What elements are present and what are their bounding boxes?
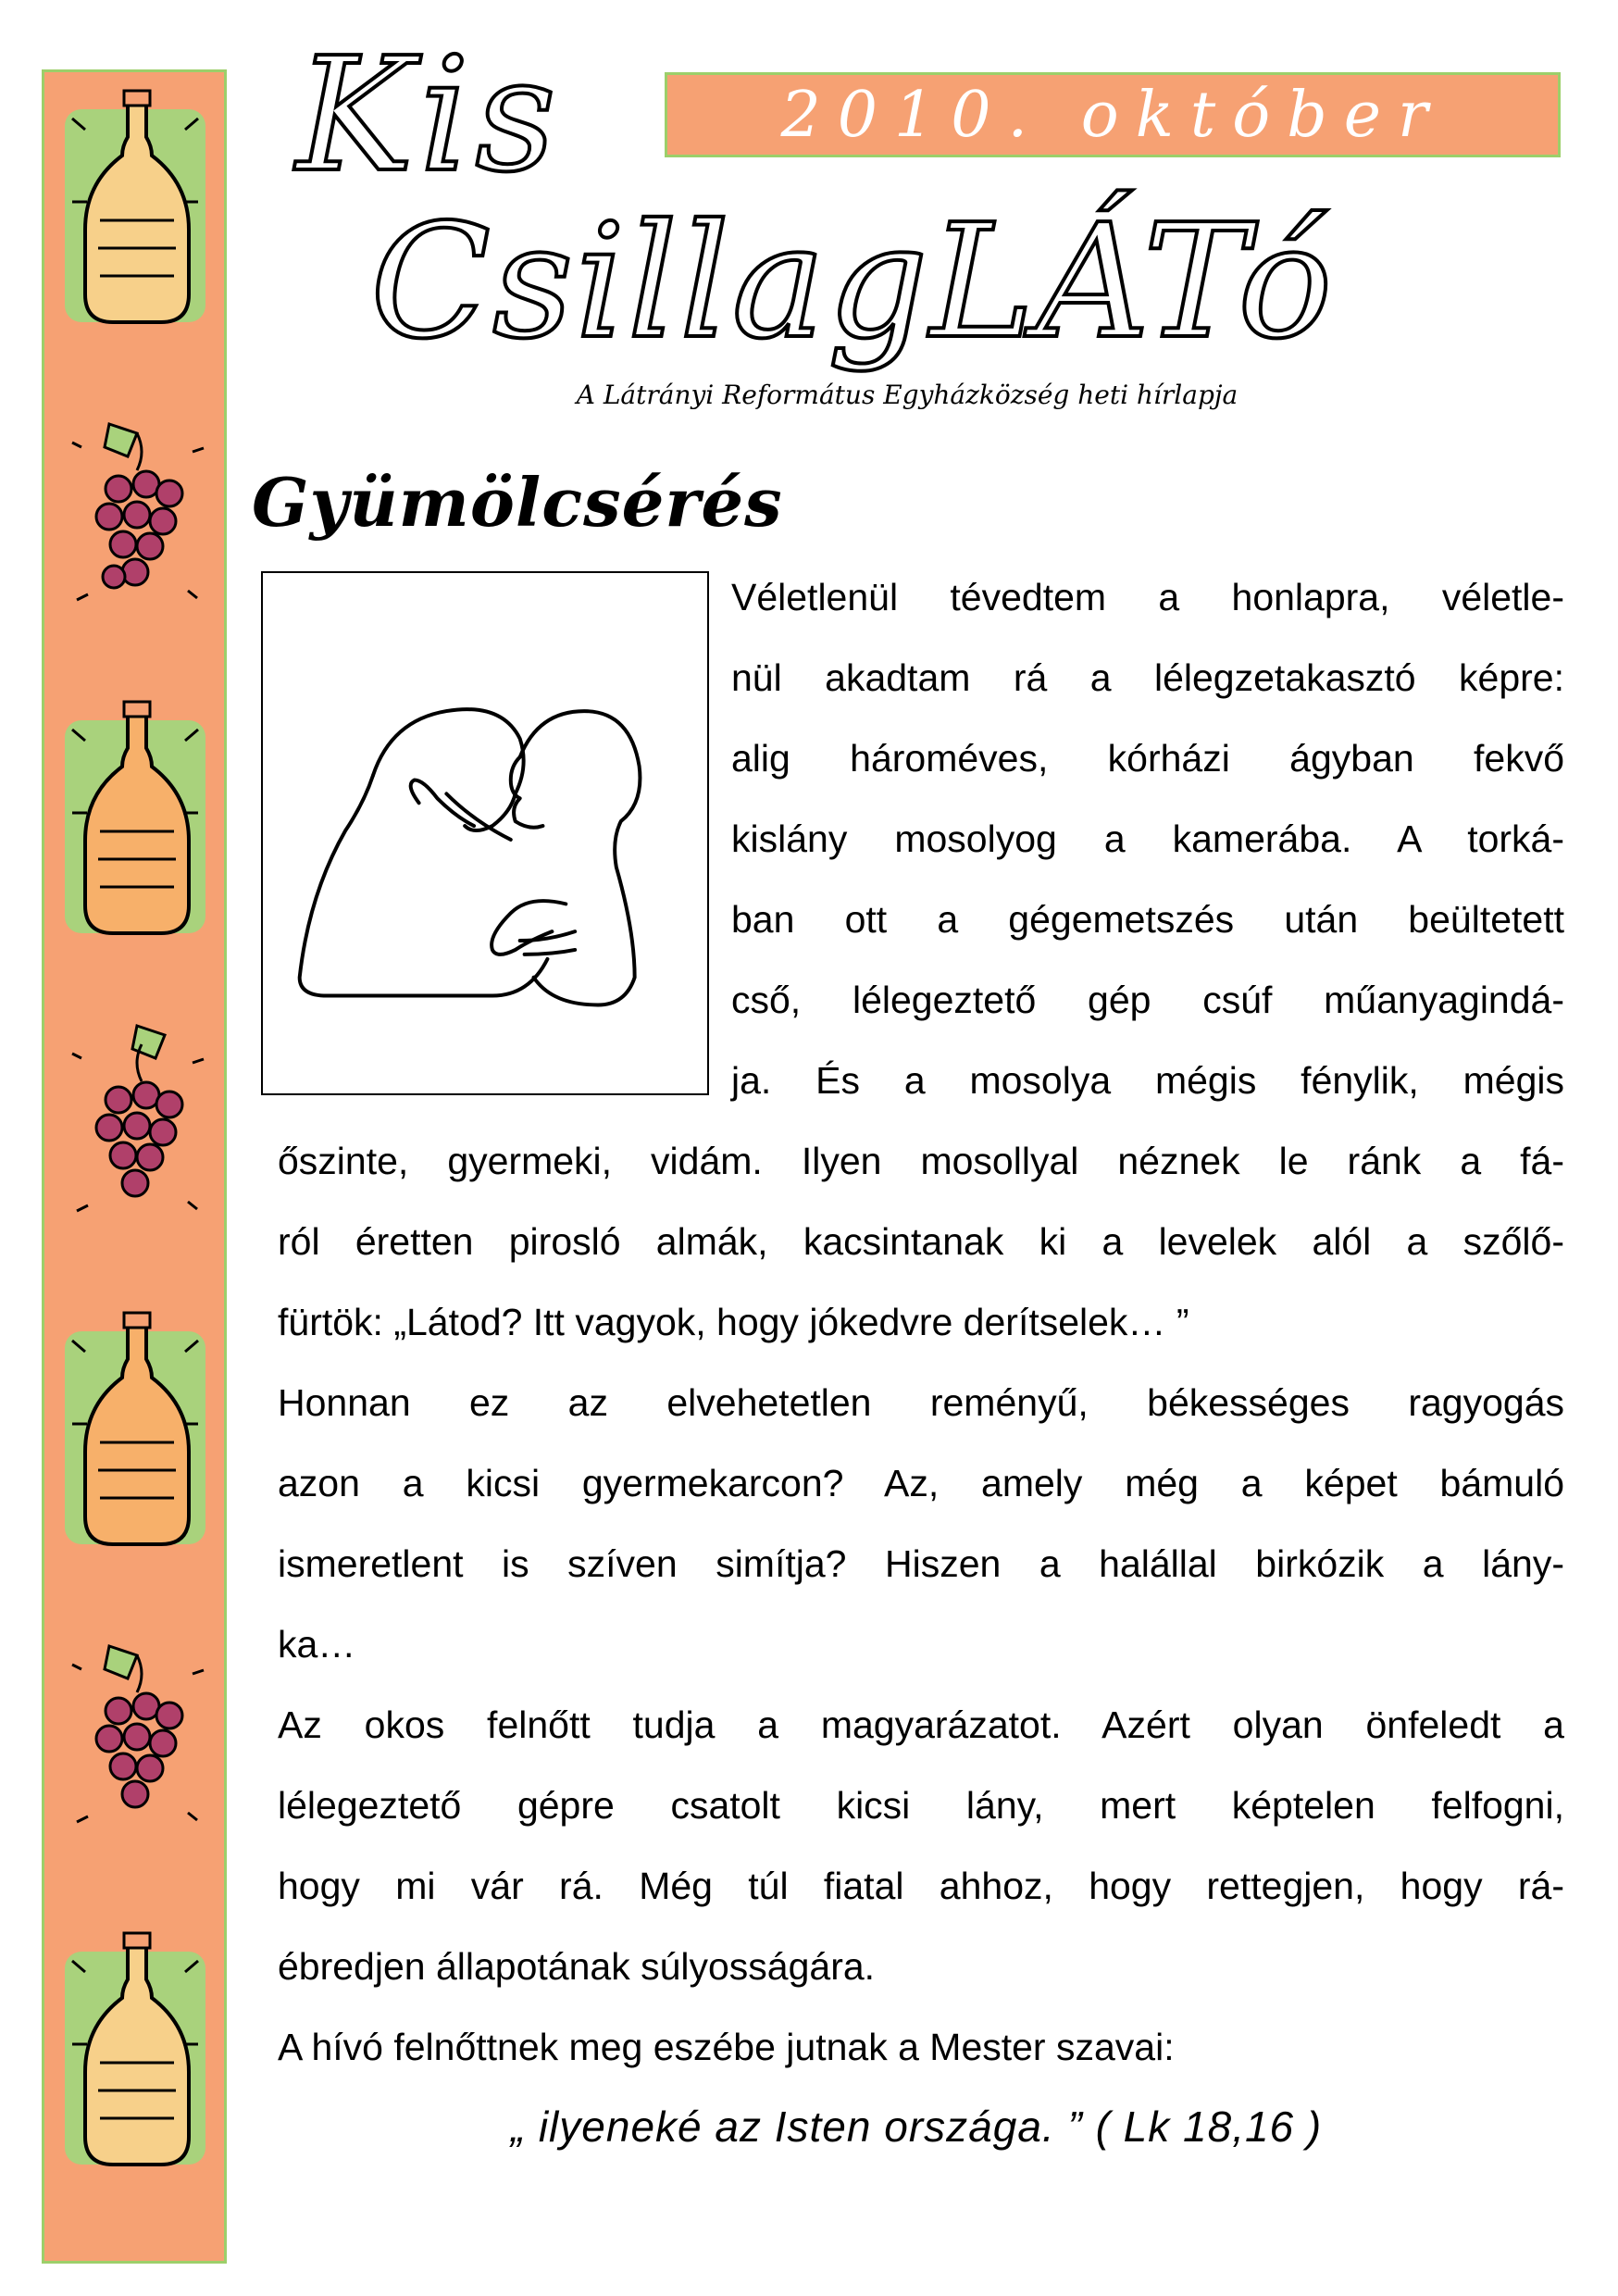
wine-bottle-icon: [54, 1924, 217, 2179]
body-line: cső, lélegeztető gép csúf műanyagindá-: [731, 979, 1564, 1021]
body-line: A hívó felnőttnek meg eszébe jutnak a Mester szavai:: [278, 2026, 1175, 2068]
wine-bottle-icon: [54, 1304, 217, 1559]
wine-bottle-icon: [54, 81, 217, 337]
body-line: ébredjen állapotának súlyosságára.: [278, 1945, 876, 1988]
wine-bottle-icon: [54, 693, 217, 948]
body-line: lélegeztető gépre csatolt kicsi lány, mert képtelen felfogni,: [278, 1784, 1564, 1827]
masthead-title-line2: CsillagLÁTó: [370, 191, 1335, 374]
issue-date: 2010. október: [780, 78, 1445, 152]
article-title: Gyümölcsérés: [252, 463, 783, 542]
body-line: ka…: [278, 1623, 356, 1666]
masthead-subtitle: A Látrányi Református Egyházközség heti hírlapja: [576, 380, 1238, 410]
body-line: fürtök: „Látod? Itt vagyok, hogy jókedvre derítselek… ”: [278, 1301, 1189, 1343]
grapes-icon: [54, 387, 217, 643]
body-line: ismeretlent is szíven simítja? Hiszen a halállal birkózik a lány-: [278, 1542, 1564, 1585]
body-line: őszinte, gyermeki, vidám. Ilyen mosollyal néznek le ránk a fá-: [278, 1140, 1564, 1182]
body-line: azon a kicsi gyermekarcon? Az, amely még a képet bámuló: [278, 1462, 1564, 1504]
body-line: Honnan ez az elvehetetlen reményű, békességes ragyogás: [278, 1381, 1564, 1424]
body-line: hogy mi vár rá. Még túl fiatal ahhoz, hogy rettegjen, hogy rá-: [278, 1865, 1564, 1907]
body-line: Az okos felnőtt tudja a magyarázatot. Azért olyan önfeledt a: [278, 1703, 1564, 1746]
date-banner: [665, 72, 1561, 157]
body-line: kislány mosolyog a kamerába. A torká-: [731, 817, 1564, 860]
masthead-title-line1: Kis: [296, 24, 562, 207]
grapes-icon: [54, 998, 217, 1254]
body-line: ban ott a gégemetszés után beültetett: [731, 898, 1564, 941]
mother-child-illustration: [261, 571, 709, 1095]
body-line: alig hároméves, kórházi ágyban fekvő: [731, 737, 1564, 780]
bible-quote: „ ilyeneké az Isten országa. ” ( Lk 18,16 ): [510, 2103, 1323, 2151]
body-line: ja. És a mosolya mégis fénylik, mégis: [731, 1059, 1564, 1102]
body-line: Véletlenül tévedtem a honlapra, véletle-: [731, 576, 1564, 618]
body-line: nül akadtam rá a lélegzetakasztó képre:: [731, 656, 1564, 699]
grapes-icon: [54, 1609, 217, 1865]
decorative-strip: [42, 69, 227, 2264]
body-line: ról éretten pirosló almák, kacsintanak ki a levelek alól a szőlő-: [278, 1220, 1564, 1263]
